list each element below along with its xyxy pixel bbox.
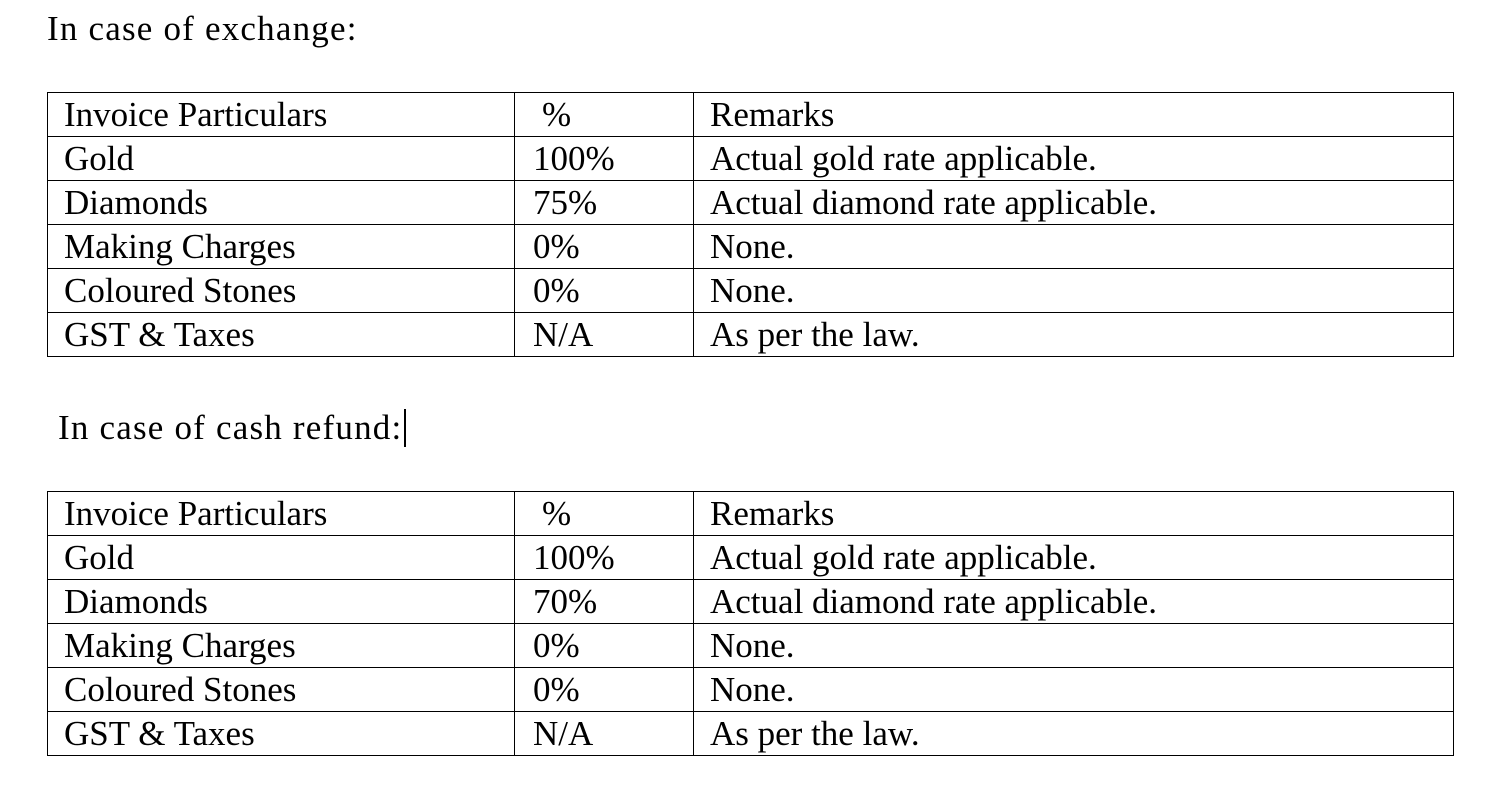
particular-cell: Coloured Stones: [48, 269, 515, 313]
table-row: [48, 137, 1454, 181]
particular-cell: Making Charges: [48, 624, 515, 668]
percent-cell: N/A: [515, 313, 694, 357]
table-header-row: [48, 93, 1454, 137]
particular-cell: Diamonds: [48, 181, 515, 225]
particular-cell: Diamonds: [48, 580, 515, 624]
particular-cell: Coloured Stones: [48, 668, 515, 712]
percent-cell: 100%: [515, 137, 694, 181]
particular-cell: GST & Taxes: [48, 712, 515, 756]
remarks-cell: None.: [694, 225, 1454, 269]
table-row: [48, 624, 1454, 668]
particular-cell: Making Charges: [48, 225, 515, 269]
table-row: [48, 712, 1454, 756]
header-remarks: Remarks: [694, 492, 1454, 536]
percent-cell: 0%: [515, 269, 694, 313]
particular-cell: Gold: [48, 137, 515, 181]
remarks-cell: None.: [694, 668, 1454, 712]
percent-cell: 0%: [515, 668, 694, 712]
remarks-cell: As per the law.: [694, 712, 1454, 756]
remarks-cell: Actual gold rate applicable.: [694, 137, 1454, 181]
exchange-heading: In case of exchange:: [47, 9, 358, 48]
header-percent: %: [515, 492, 694, 536]
header-remarks: Remarks: [694, 93, 1454, 137]
percent-cell: 70%: [515, 580, 694, 624]
percent-cell: N/A: [515, 712, 694, 756]
exchange-table: [47, 92, 1454, 357]
text-cursor: [404, 409, 406, 447]
particular-cell: Gold: [48, 536, 515, 580]
percent-cell: 100%: [515, 536, 694, 580]
header-invoice-particulars: Invoice Particulars: [48, 492, 515, 536]
remarks-cell: Actual diamond rate applicable.: [694, 181, 1454, 225]
percent-cell: 75%: [515, 181, 694, 225]
remarks-cell: None.: [694, 269, 1454, 313]
table-row: [48, 269, 1454, 313]
header-percent: %: [515, 93, 694, 137]
refund-heading-text: In case of cash refund:: [58, 408, 403, 447]
table-row: [48, 225, 1454, 269]
refund-heading[interactable]: [58, 408, 406, 448]
table-row: [48, 668, 1454, 712]
remarks-cell: None.: [694, 624, 1454, 668]
remarks-cell: Actual gold rate applicable.: [694, 536, 1454, 580]
remarks-cell: As per the law.: [694, 313, 1454, 357]
table-header-row: [48, 492, 1454, 536]
table-row: [48, 536, 1454, 580]
table-row: [48, 313, 1454, 357]
remarks-cell: Actual diamond rate applicable.: [694, 580, 1454, 624]
percent-cell: 0%: [515, 624, 694, 668]
percent-cell: 0%: [515, 225, 694, 269]
particular-cell: GST & Taxes: [48, 313, 515, 357]
refund-table: [47, 491, 1454, 756]
header-invoice-particulars: Invoice Particulars: [48, 93, 515, 137]
table-row: [48, 580, 1454, 624]
table-row: [48, 181, 1454, 225]
